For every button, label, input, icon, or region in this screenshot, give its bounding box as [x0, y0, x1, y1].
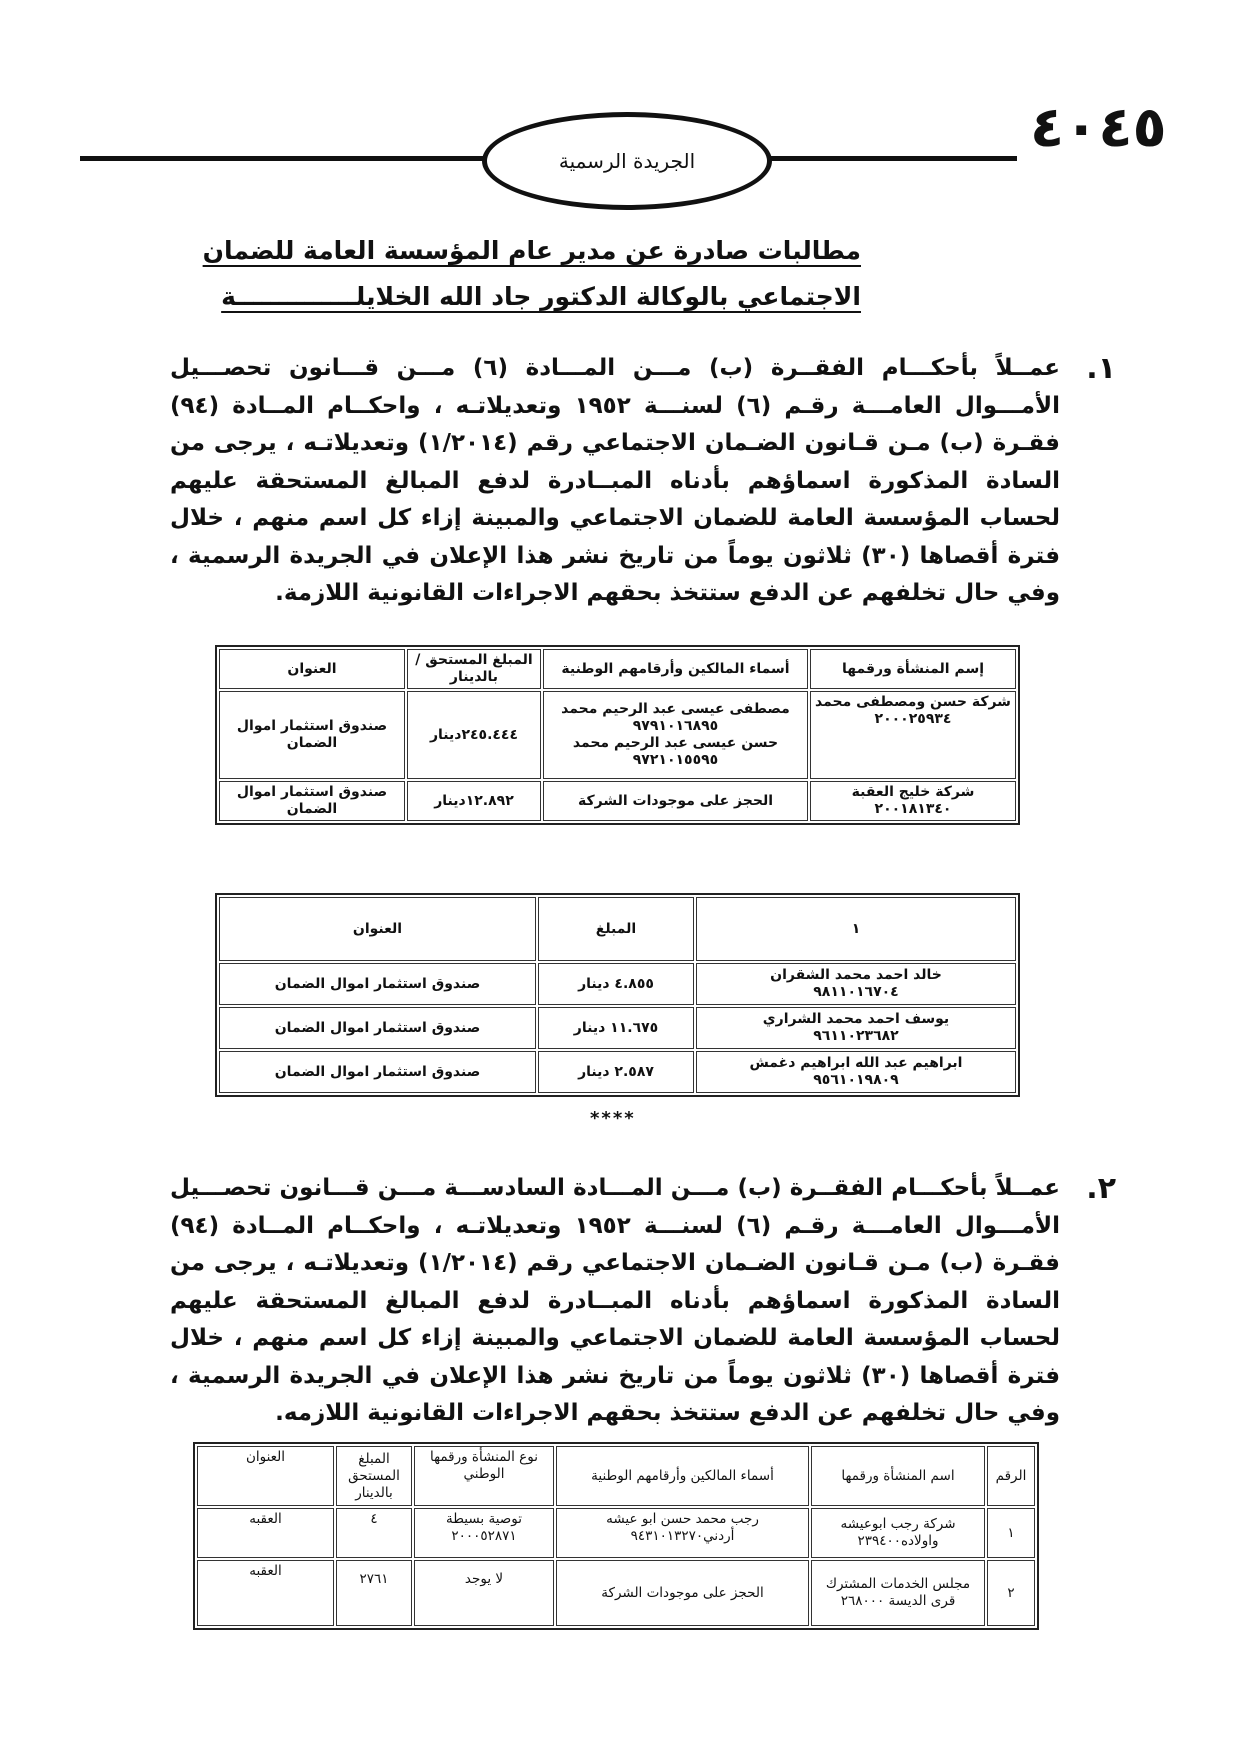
- table-3: [193, 1442, 1039, 1630]
- table-row: [219, 963, 1016, 1005]
- table-1-header-row: [219, 649, 1016, 689]
- table-2-header: ١: [696, 897, 1016, 961]
- owners-cell: الحجز على موجودات الشركة: [543, 781, 808, 821]
- establishment-name: شركة خليج العقبة: [851, 784, 975, 800]
- table-3-header: العنوان: [197, 1446, 334, 1506]
- table-row: [219, 1051, 1016, 1093]
- amount-cell: ١١.٦٧٥ دينار: [538, 1007, 694, 1049]
- owner-name: حسن عيسى عبد الرحيم محمد: [572, 735, 779, 751]
- amount-cell: ٢٧٦١: [336, 1560, 412, 1626]
- table-2-header-row: [219, 897, 1016, 961]
- header-rule-left: [80, 156, 490, 161]
- owner-name: رجب محمد حسن ابو عيشه: [606, 1511, 759, 1527]
- name-cell: [696, 963, 1016, 1005]
- owners-cell: [556, 1508, 809, 1558]
- title-line-1: مطالبات صادرة عن مدير عام المؤسسة العامة للضمان: [202, 236, 861, 265]
- separator-stars: ****: [590, 1108, 636, 1129]
- address-cell: صندوق استثمار اموال الضمان: [219, 1051, 536, 1093]
- address-cell: صندوق استثمار اموال الضمان: [219, 963, 536, 1005]
- owner-id: ٩٧٩١٠١٦٨٩٥: [632, 718, 719, 734]
- amount-cell: ٤.٨٥٥ دينار: [538, 963, 694, 1005]
- table-3-header: المبلغ المستحق بالدينار: [336, 1446, 412, 1506]
- table-row: [219, 1007, 1016, 1049]
- owners-cell: [543, 691, 808, 779]
- owner-id: ٩٧٢١٠١٥٥٩٥: [632, 752, 719, 768]
- address-cell: العقبه: [197, 1508, 334, 1558]
- owner-id: أردني٩٤٣١٠١٣٢٧٠: [630, 1528, 735, 1544]
- title-line-2: الاجتماعي بالوكالة الدكتور جاد الله الخلايلــــــــــــــة: [221, 282, 861, 311]
- owner-name: مصطفى عيسى عبد الرحيم محمد: [561, 701, 790, 717]
- section-1-text: عمــلاً بأحكـــام الفقــرة (ب) مـــن المـــادة (٦) مـــن قـــانون تحصـــيل الأمـــوال العامـــة رقـم (٦) لسنـــة ١٩٥٢ وتعديلاتـه ، واحكــام المــادة (٩٤) فقـرة (ب) مـن قـانون الضـمان الاجتماعي رقم (١/٢٠١٤) وتعديلاتـه ، يرجى من السادة المذكورة اسماؤهم بأدناه المبــادرة لدفع المبالغ المستحقة عليهم لحساب المؤسسة العامة للضمان الاجتماعي والمبينة إزاء كل اسم منهم ، خلال فترة أقصاها (٣٠) ثلاثون يوماً من تاريخ نشر هذا الإعلان في الجريدة الرسمية ، وفي حال تخلفهم عن الدفع ستتخذ بحقهم الاجراءات القانونية اللازمة.: [170, 355, 1061, 606]
- person-id: ٩٦١١٠٢٣٦٨٢: [813, 1028, 899, 1044]
- type-cell: لا يوجد: [414, 1560, 554, 1626]
- establishment-number: ٢٠٠١٨١٣٤٠: [874, 801, 952, 817]
- table-1-header: إسم المنشأة ورقمها: [810, 649, 1016, 689]
- table-row: [219, 781, 1016, 821]
- row-number-cell: ٢: [987, 1560, 1035, 1626]
- section-2-text: عمــلاً بأحكـــام الفقــرة (ب) مـــن المـــادة السادســـة مـــن قـــانون تحصـــيل الأمـــوال العامـــة رقـم (٦) لسنـــة ١٩٥٢ وتعديلاتـه ، واحكــام المــادة (٩٤) فقـرة (ب) مـن قـانون الضـمان الاجتماعي رقم (١/٢٠١٤) وتعديلاتـه ، يرجى من السادة المذكورة اسماؤهم بأدناه المبــادرة لدفع المبالغ المستحقة عليهم لحساب المؤسسة العامة للضمان الاجتماعي والمبينة إزاء كل اسم منهم ، خلال فترة أقصاها (٣٠) ثلاثون يوماً من تاريخ نشر هذا الإعلان في الجريدة الرسمية ، وفي حال تخلفهم عن الدفع ستتخذ بحقهم الاجراءات القانونية اللازمه.: [170, 1175, 1061, 1426]
- page-number: ٤٠٤٥: [1030, 95, 1167, 160]
- header-rule-right: [765, 156, 1017, 161]
- table-1-header: المبلغ المستحق /بالدينار: [407, 649, 541, 689]
- address-cell: العقبه: [197, 1560, 334, 1626]
- name-cell: [696, 1007, 1016, 1049]
- table-row: [219, 691, 1016, 779]
- table-3-header: اسم المنشأة ورقمها: [811, 1446, 985, 1506]
- establishment-name: شركة حسن ومصطفى محمد: [815, 694, 1011, 710]
- table-row: [197, 1560, 1035, 1626]
- person-id: ٩٥٦١٠١٩٨٠٩: [813, 1072, 899, 1088]
- gazette-ellipse: [482, 112, 772, 210]
- section-1: [170, 350, 1116, 613]
- establishment-type: توصية بسيطة: [446, 1511, 522, 1527]
- table-2-header: المبلغ: [538, 897, 694, 961]
- address-cell: صندوق استثمار اموال الضمان: [219, 1007, 536, 1049]
- name-cell: [696, 1051, 1016, 1093]
- table-1: [215, 645, 1020, 825]
- table-1-header: أسماء المالكين وأرقامهم الوطنية: [543, 649, 808, 689]
- table-3-header-row: [197, 1446, 1035, 1506]
- establishment-cell: [810, 691, 1016, 779]
- section-2-number: ٢.: [1086, 1171, 1116, 1206]
- row-number-cell: ١: [987, 1508, 1035, 1558]
- owners-cell: الحجز على موجودات الشركة: [556, 1560, 809, 1626]
- table-3-header: أسماء المالكين وأرقامهم الوطنية: [556, 1446, 809, 1506]
- type-cell: [414, 1508, 554, 1558]
- person-name: يوسف احمد محمد الشراري: [762, 1011, 950, 1027]
- table-2-header: العنوان: [219, 897, 536, 961]
- establishment-cell: [810, 781, 1016, 821]
- amount-cell: ٢.٥٨٧ دينار: [538, 1051, 694, 1093]
- section-2: [170, 1170, 1116, 1433]
- table-row: [197, 1508, 1035, 1558]
- establishment-national-no: ٢٠٠٠٥٢٨٧١: [451, 1528, 517, 1544]
- table-1-header: العنوان: [219, 649, 405, 689]
- table-3-header: الرقم: [987, 1446, 1035, 1506]
- address-cell: صندوق استثمار اموال الضمان: [219, 691, 405, 779]
- establishment-cell: مجلس الخدمات المشترك قرى الديسة ٢٦٨٠٠٠: [811, 1560, 985, 1626]
- amount-cell: ٤: [336, 1508, 412, 1558]
- person-name: ابراهيم عبد الله ابراهيم دغمش: [749, 1055, 963, 1071]
- amount-cell: ١٢.٨٩٢دينار: [407, 781, 541, 821]
- table-2: [215, 893, 1020, 1097]
- establishment-cell: شركة رجب ابوعيشه واولاده٢٣٩٤٠٠: [811, 1508, 985, 1558]
- gazette-label: الجريدة الرسمية: [558, 149, 696, 173]
- amount-cell: ٢٤٥.٤٤٤دينار: [407, 691, 541, 779]
- person-id: ٩٨١١٠١٦٧٠٤: [813, 984, 899, 1000]
- section-1-number: ١.: [1086, 351, 1116, 386]
- establishment-number: ٢٠٠٠٢٥٩٣٤: [874, 711, 952, 727]
- person-name: خالد احمد محمد الشقران: [770, 967, 942, 983]
- address-cell: صندوق استثمار اموال الضمان: [219, 781, 405, 821]
- table-3-header: نوع المنشأة ورقمها الوطني: [414, 1446, 554, 1506]
